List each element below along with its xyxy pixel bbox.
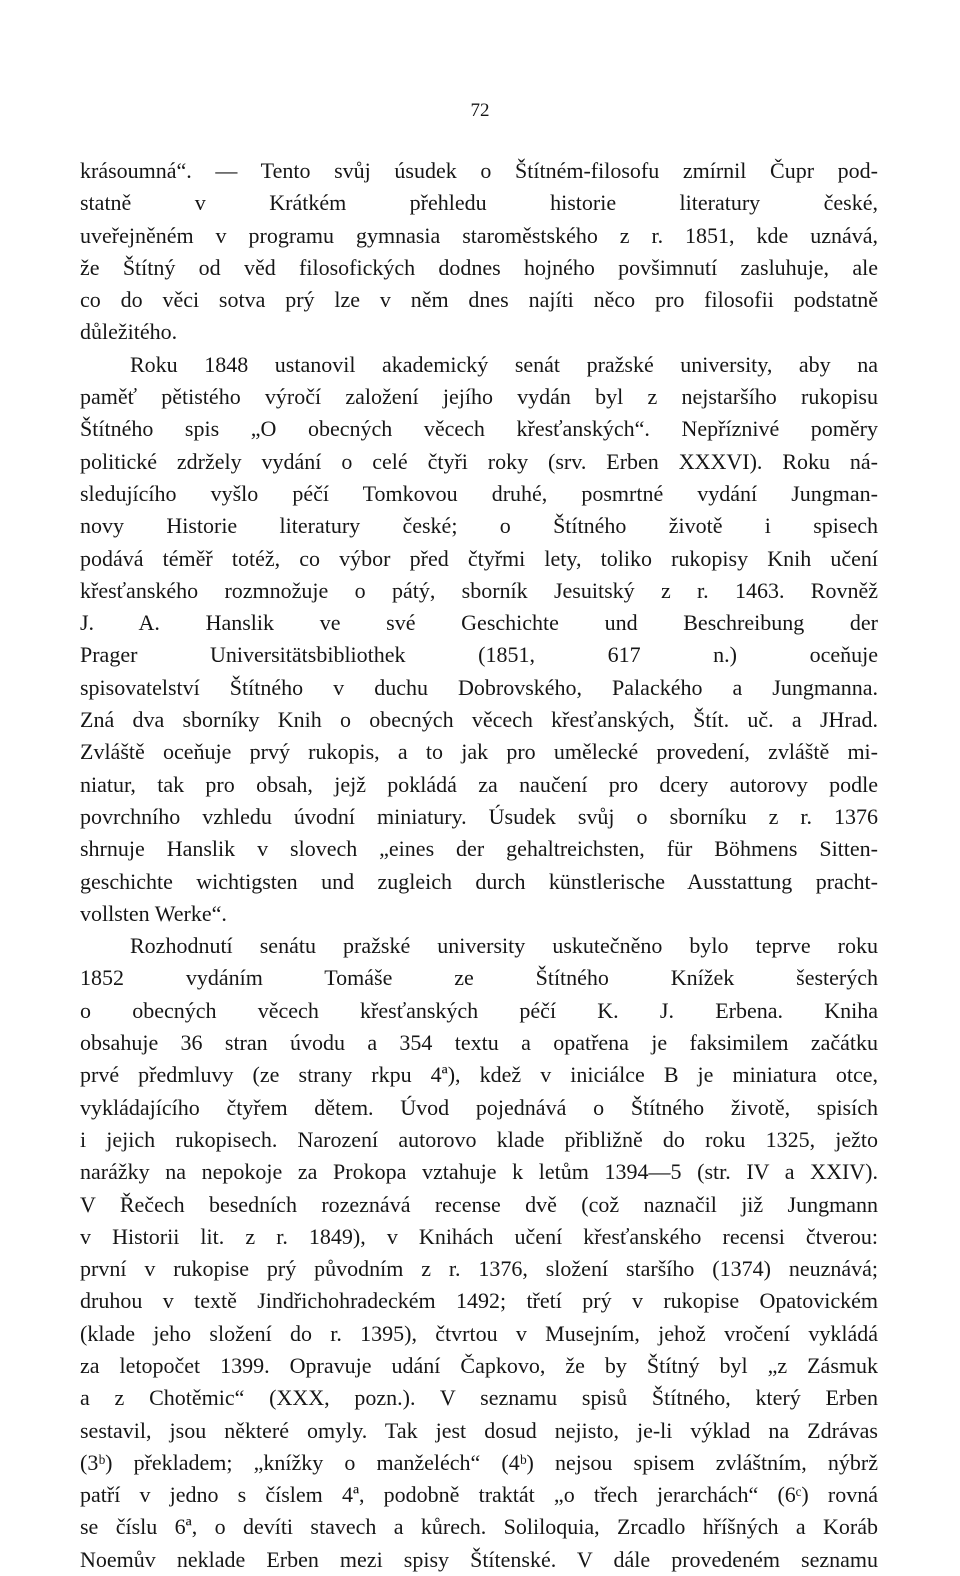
text-line: Rozhodnutí senátu pražské university uskutečněno bylo teprve roku — [130, 933, 878, 959]
text-line: sestavil, jsou některé omyly. Tak jest dosud nejisto, je-li výklad na Zdrávas — [80, 1417, 878, 1443]
text-line: první v rukopise prý původním z r. 1376, složení staršího (1374) neuznává; — [80, 1256, 878, 1282]
text-line: že Štítný od věd filosofických dodnes hojného povšimnutí zasluhuje, ale — [80, 254, 878, 280]
text-line: druhou v textě Jindřichohradeckém 1492; třetí prý v rukopise Opatovickém — [80, 1288, 878, 1314]
text-line: (klade jeho složení do r. 1395), čtvrtou v Musejním, jehož vročení vykládá — [80, 1320, 878, 1346]
text-line: sledujícího vyšlo péčí Tomkovou druhé, posmrtné vydání Jungman- — [80, 480, 878, 506]
text-line: i jejich rukopisech. Narození autorovo klade přibližně do roku 1325, ježto — [80, 1126, 878, 1152]
text-line: spisovatelství Štítného v duchu Dobrovského, Palackého a Jungmanna. — [80, 674, 878, 700]
text-line: Zná dva sborníky Knih o obecných věcech křesťanských, Štít. uč. a JHrad. — [80, 707, 878, 733]
text-line: niatur, tak pro obsah, jejž pokládá za naučení pro dcery autorovy podle — [80, 771, 878, 797]
text-line: obsahuje 36 stran úvodu a 354 textu a opatřena je faksimilem začátku — [80, 1030, 878, 1056]
text-line: politické zdržely vydání o celé čtyři roky (srv. Erben XXXVI). Roku ná- — [80, 448, 878, 474]
text-line: (3ᵇ) překladem; „knížky o manželéch“ (4ᵇ) nejsou spisem zvláštním, nýbrž — [80, 1449, 878, 1475]
text-line: Prager Universitätsbibliothek (1851, 617 n.) oceňuje — [80, 642, 878, 668]
text-line: novy Historie literatury české; o Štítného životě i spisech — [80, 513, 878, 539]
text-line: Zvláště oceňuje prvý rukopis, a to jak pro umělecké provedení, zvláště mi- — [80, 739, 878, 765]
text-line: patří v jedno s číslem 4ª, podobně traktát „o třech jerarchách“ (6ᶜ) rovná — [80, 1482, 878, 1508]
text-line: geschichte wichtigsten und zugleich durch künstlerische Ausstattung pracht- — [80, 868, 878, 894]
text-line: Štítného spis „O obecných věcech křesťanských“. Nepříznivé poměry — [80, 416, 878, 442]
text-line: za letopočet 1399. Opravuje udání Čapkovo, že by Štítný byl „z Zásmuk — [80, 1352, 878, 1378]
text-line: Roku 1848 ustanovil akademický senát pražské university, aby na — [130, 351, 878, 377]
text-line: Noemův neklade Erben mezi spisy Štítenské. V dále provedeném seznamu — [80, 1546, 878, 1572]
text-line: V Řečech besedních rozeznává recense dvě (což naznačil již Jungmann — [80, 1191, 878, 1217]
text-line: co do věci sotva prý lze v něm dnes najíti něco pro filosofii podstatně — [80, 287, 878, 313]
text-line: prvé předmluvy (ze strany rkpu 4ª), kdež v iniciálce B je miniatura otce, — [80, 1062, 878, 1088]
text-line: vykládajícího čtyřem dětem. Úvod pojednává o Štítného životě, spisích — [80, 1094, 878, 1120]
text-line: podává téměř totéž, co výbor před čtyřmi lety, toliko rukopisy Knih učení — [80, 545, 878, 571]
text-line: povrchního vzhledu úvodní miniatury. Úsudek svůj o sborníku z r. 1376 — [80, 803, 878, 829]
text-line: krásoumná“. — Tento svůj úsudek o Štítném-filosofu zmírnil Čupr pod- — [80, 158, 878, 183]
text-line: o obecných věcech křesťanských péčí K. J. Erbena. Kniha — [80, 997, 878, 1023]
text-line: J. A. Hanslik ve své Geschichte und Beschreibung der — [80, 610, 878, 636]
text-line: a z Chotěmic“ (XXX, pozn.). V seznamu spisů Štítného, který Erben — [80, 1385, 878, 1411]
text-line: se číslu 6ª, o devíti stavech a kůrech. Soliloquia, Zrcadlo hříšných a Koráb — [80, 1514, 878, 1540]
text-line: uveřejněném v programu gymnasia staroměstského z r. 1851, kde uznává, — [80, 222, 878, 248]
text-line: křesťanského rozmnožuje o pátý, sborník Jesuitský z r. 1463. Rovněž — [80, 577, 878, 603]
text-line: paměť pětistého výročí založení jejího vydán byl z nejstaršího rukopisu — [80, 384, 878, 410]
text-line: v Historii lit. z r. 1849), v Knihách učení křesťanského recensi čtverou: — [80, 1223, 878, 1249]
text-line: shrnuje Hanslik v slovech „eines der gehaltreichsten, für Böhmens Sitten- — [80, 836, 878, 862]
text-line: důležitého. — [80, 319, 178, 345]
text-line: narážky na nepokoje za Prokopa vztahuje k letům 1394—5 (str. IV a XXIV). — [80, 1159, 878, 1185]
page-number: 72 — [470, 100, 490, 121]
text-line: 1852 vydáním Tomáše ze Štítného Knížek šesterých — [80, 965, 878, 991]
body-text — [80, 155, 878, 1576]
text-line: statně v Krátkém přehledu historie literatury české, — [80, 190, 878, 216]
text-line: vollsten Werke“. — [80, 900, 227, 926]
